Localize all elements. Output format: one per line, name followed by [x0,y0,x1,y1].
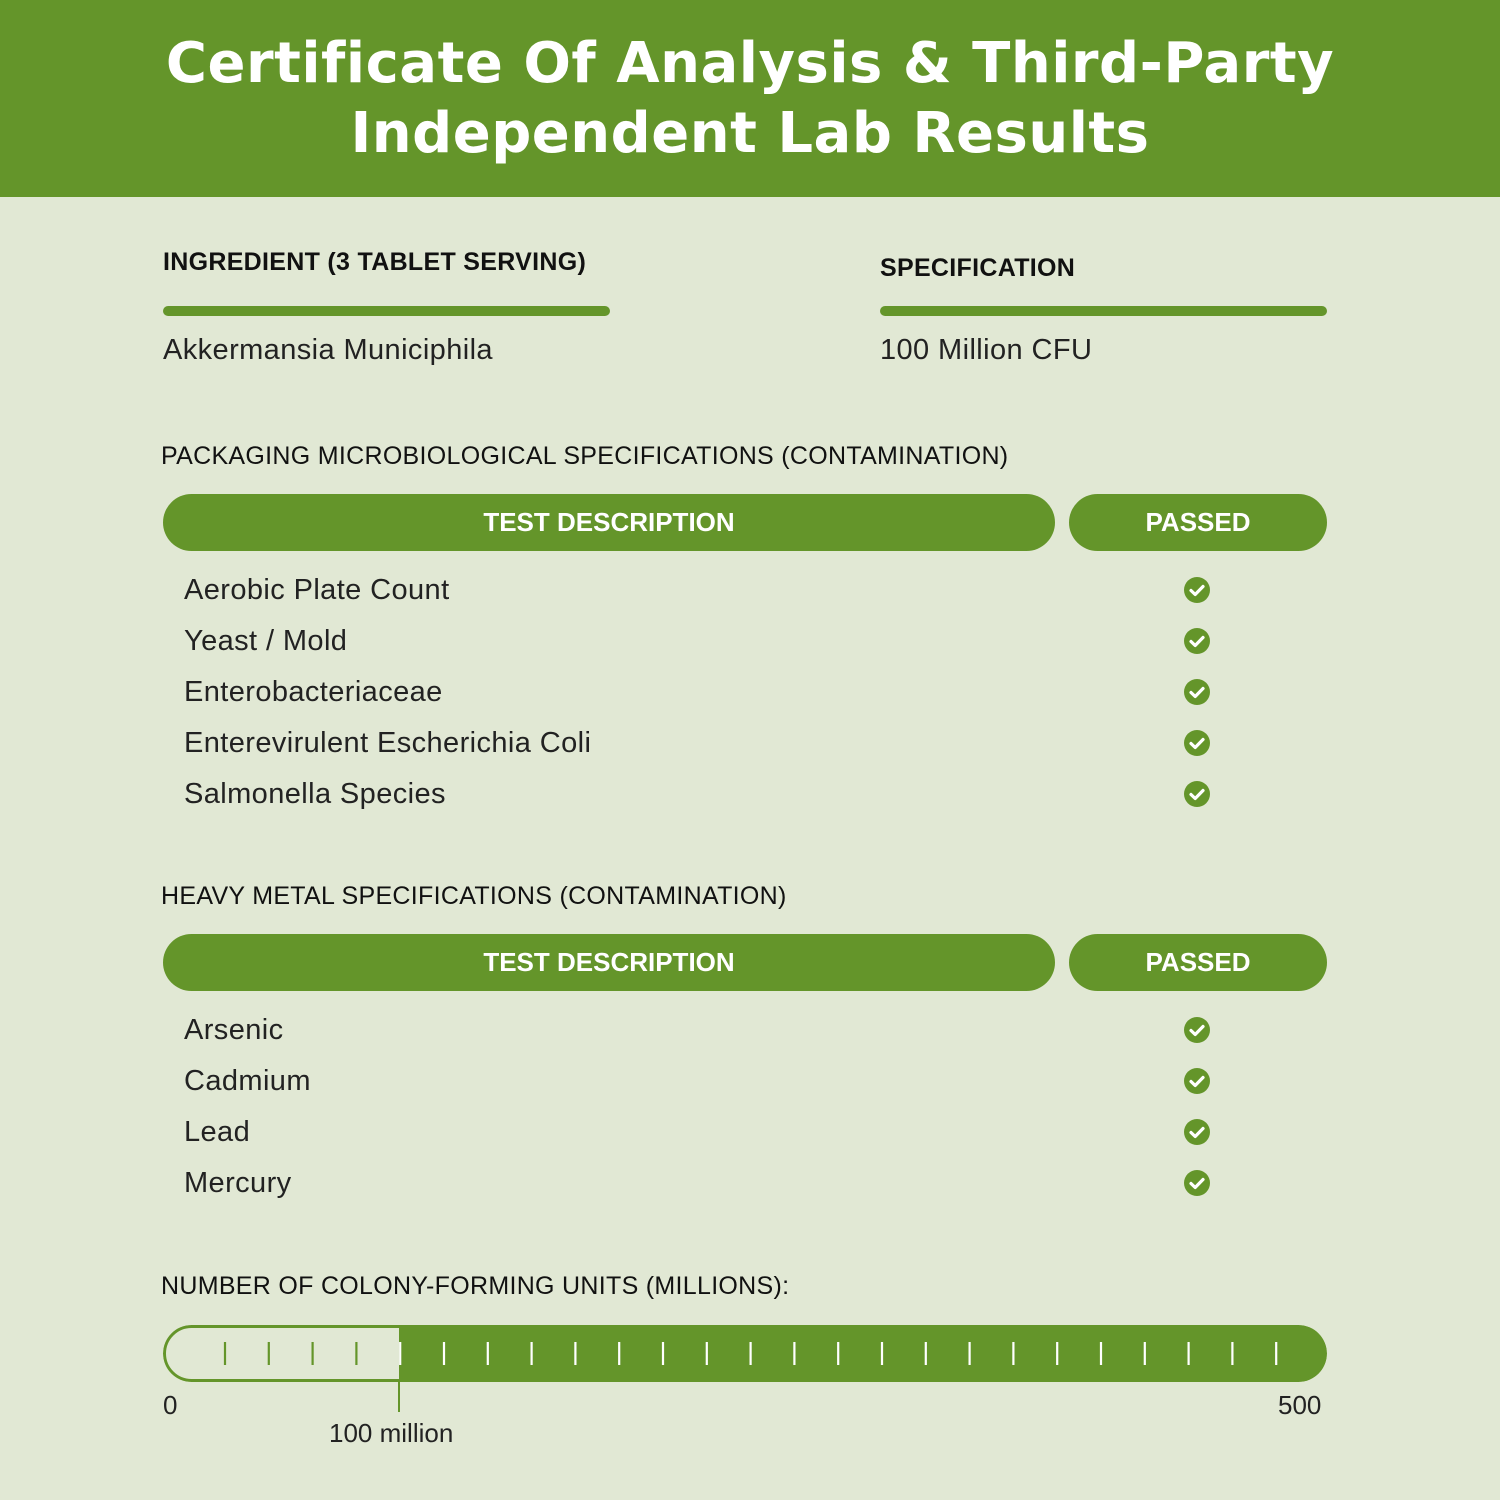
cfu-scale-title: NUMBER OF COLONY-FORMING UNITS (MILLIONS): [161,1272,790,1300]
check-circle-icon [1184,577,1210,603]
table-row [184,1163,1224,1214]
cfu-min-label: 0 [163,1390,178,1420]
test-name: Mercury [184,1167,292,1199]
cfu-marker-line [0,1380,1500,1414]
specification-heading: SPECIFICATION [880,254,1076,282]
table-row [184,621,1224,672]
ingredient-value: Akkermansia Municiphila [163,334,493,366]
check-circle-icon [1184,679,1210,705]
check-circle-icon [1184,781,1210,807]
table-row [184,570,1224,621]
table-row [184,1010,1224,1061]
test-name: Lead [184,1116,251,1148]
check-circle-icon [1184,1170,1210,1196]
test-name: Yeast / Mold [184,625,348,657]
table-row [184,774,1224,825]
specification-value: 100 Million CFU [880,334,1093,366]
title-line-2: Independent Lab Results [350,100,1150,166]
ingredient-underline [163,306,610,316]
check-circle-icon [1184,730,1210,756]
ingredient-heading: INGREDIENT (3 TABLET SERVING) [163,248,587,276]
table-row [184,1112,1224,1163]
cfu-empty-portion [165,1327,400,1381]
metal-passed-header: PASSED [1069,934,1327,991]
check-circle-icon [1184,1119,1210,1145]
metal-test-description-header: TEST DESCRIPTION [163,934,1055,991]
table-row [184,723,1224,774]
title-line-1: Certificate Of Analysis & Third-Party [165,30,1335,96]
test-name: Enterevirulent Escherichia Coli [184,727,592,759]
micro-passed-header: PASSED [1069,494,1327,551]
cfu-scale-graphic [163,1325,1327,1382]
microbiological-section-title: PACKAGING MICROBIOLOGICAL SPECIFICATIONS (CONTAMINATION) [161,442,1009,470]
table-row [184,672,1224,723]
cfu-marker-label: 100 million [329,1418,454,1448]
test-name: Enterobacteriaceae [184,676,443,708]
heavy-metal-section-title: HEAVY METAL SPECIFICATIONS (CONTAMINATION) [161,882,787,910]
check-circle-icon [1184,1068,1210,1094]
page-title [166,29,1334,169]
header-banner [0,0,1500,197]
table-row [184,1061,1224,1112]
cfu-scale-bar [163,1325,1327,1382]
specification-underline [880,306,1327,316]
micro-test-description-header: TEST DESCRIPTION [163,494,1055,551]
test-name: Arsenic [184,1014,284,1046]
test-name: Salmonella Species [184,778,446,810]
check-circle-icon [1184,628,1210,654]
check-circle-icon [1184,1017,1210,1043]
cfu-max-label: 500 [1278,1390,1322,1420]
test-name: Aerobic Plate Count [184,574,450,606]
test-name: Cadmium [184,1065,311,1097]
